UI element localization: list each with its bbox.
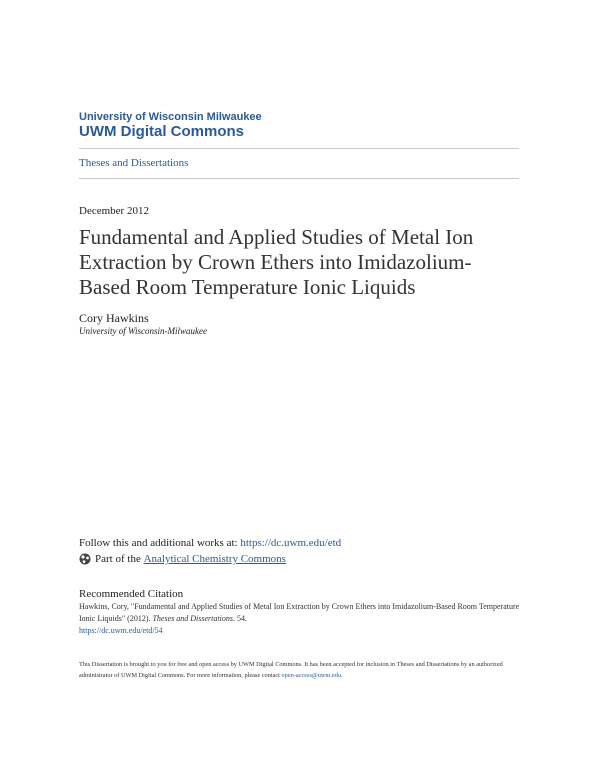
commons-link[interactable]: Analytical Chemistry Commons <box>143 553 286 565</box>
citation-heading: Recommended Citation <box>79 588 184 600</box>
author-affiliation: University of Wisconsin-Milwaukee <box>79 326 207 336</box>
part-of-line <box>79 553 286 565</box>
citation-text <box>79 601 524 637</box>
access-notice <box>79 659 524 681</box>
network-icon <box>79 553 91 565</box>
author-name: Cory Hawkins <box>79 311 149 325</box>
repository-name[interactable]: UWM Digital Commons <box>79 123 244 140</box>
institution-name[interactable]: University of Wisconsin Milwaukee <box>79 111 262 123</box>
divider-bottom <box>79 178 519 179</box>
contact-email-link[interactable]: open-access@uwm.edu <box>281 672 341 679</box>
follow-text: Follow this and additional works at: <box>79 537 241 549</box>
part-of-prefix: Part of the <box>95 553 141 565</box>
series-link[interactable]: Theses and Dissertations <box>79 157 189 169</box>
document-title: Fundamental and Applied Studies of Metal Ion Extraction by Crown Ethers into Imidazolium-Based Room Temperature Ionic Liquids <box>79 225 474 299</box>
citation-url-link[interactable]: https://dc.uwm.edu/etd/54 <box>79 626 163 635</box>
citation-series: Theses and Dissertations <box>152 614 233 623</box>
etd-url-link[interactable]: https://dc.uwm.edu/etd <box>240 537 342 549</box>
citation-body: Hawkins, Cory, "Fundamental and Applied Studies of Metal Ion Extraction by Crown Ethers into Imidazolium-Based Room Temperature Ionic Liquids" (2012). <box>79 602 520 623</box>
notice-text: This Dissertation is brought to you for free and open access by UWM Digital Commons. It has been accepted for inclusion in Theses and Dissertations by an authorized administrator of UWM Digital Commons. For more information, please contact <box>79 661 503 679</box>
divider-top <box>79 148 519 149</box>
notice-end: . <box>341 672 343 679</box>
citation-end: . 54. <box>232 614 247 623</box>
publication-date: December 2012 <box>79 205 149 217</box>
follow-line <box>79 537 341 549</box>
